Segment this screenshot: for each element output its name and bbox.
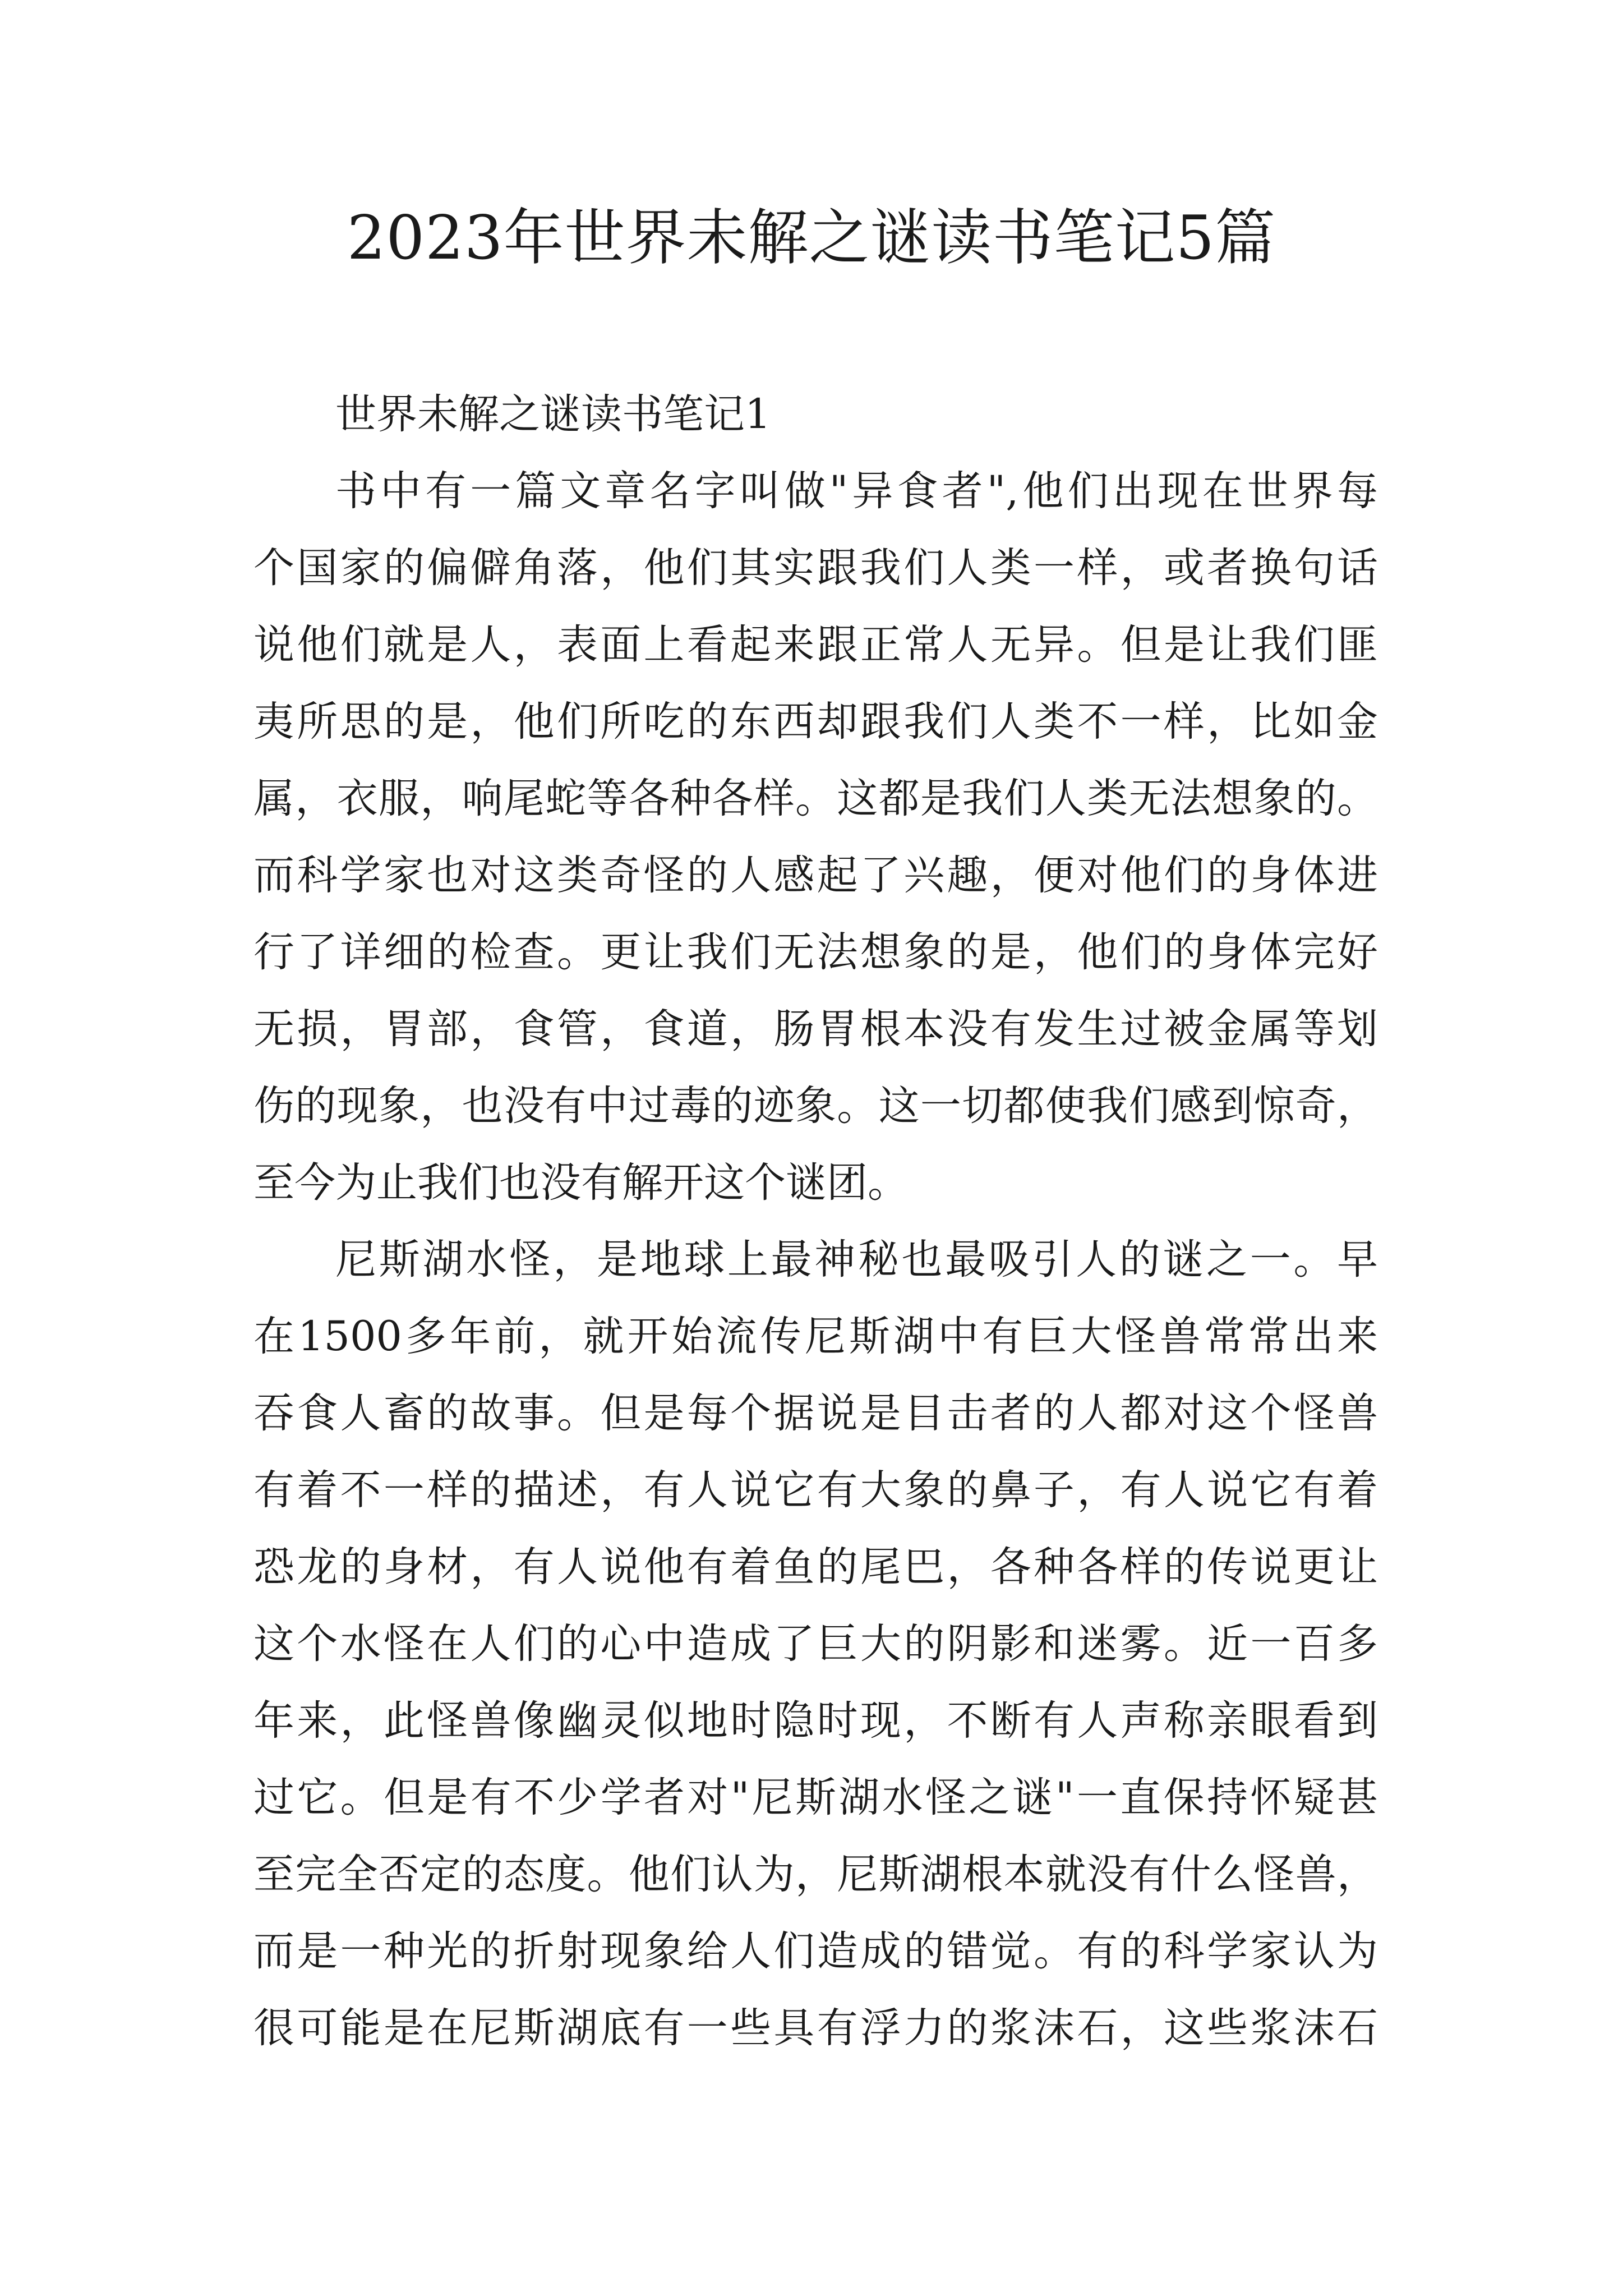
paragraph-line: 在1500多年前，就开始流传尼斯湖中有巨大怪兽常常出来	[253, 1313, 1378, 1360]
paragraph-line: 无损，胃部，食管，食道，肠胃根本没有发生过被金属等划	[253, 1005, 1378, 1053]
paragraph-line: 行了详细的检查。更让我们无法想象的是，他们的身体完好	[253, 928, 1378, 976]
paragraph-line: 而科学家也对这类奇怪的人感起了兴趣，便对他们的身体进	[253, 852, 1378, 899]
paragraph-line: 尼斯湖水怪，是地球上最神秘也最吸引人的谜之一。早	[335, 1236, 1378, 1283]
paragraph-line: 很可能是在尼斯湖底有一些具有浮力的浆沫石，这些浆沫石	[253, 2004, 1378, 2052]
paragraph-line: 有着不一样的描述，有人说它有大象的鼻子，有人说它有着	[253, 1466, 1378, 1514]
document-title: 2023年世界未解之谜读书笔记5篇	[347, 203, 1276, 273]
paragraph-line: 恐龙的身材，有人说他有着鱼的尾巴，各种各样的传说更让	[253, 1543, 1378, 1591]
paragraph-line: 夷所思的是，他们所吃的东西却跟我们人类不一样，比如金	[253, 698, 1378, 746]
paragraph-line: 至完全否定的态度。他们认为，尼斯湖根本就没有什么怪兽，	[253, 1851, 1378, 1898]
paragraph-2	[253, 1221, 1378, 2067]
paragraph-line: 说他们就是人，表面上看起来跟正常人无异。但是让我们匪	[253, 621, 1378, 669]
document-body	[253, 376, 1378, 2067]
paragraph-line: 书中有一篇文章名字叫做"异食者",他们出现在世界每	[335, 467, 1378, 515]
paragraph-line: 吞食人畜的故事。但是每个据说是目击者的人都对这个怪兽	[253, 1389, 1378, 1437]
paragraph-line: 年来，此怪兽像幽灵似地时隐时现，不断有人声称亲眼看到	[253, 1697, 1378, 1745]
paragraph-line: 而是一种光的折射现象给人们造成的错觉。有的科学家认为	[253, 1927, 1378, 1975]
paragraph-line: 属，衣服，响尾蛇等各种各样。这都是我们人类无法想象的。	[253, 775, 1378, 822]
paragraph-line: 这个水怪在人们的心中造成了巨大的阴影和迷雾。近一百多	[253, 1620, 1378, 1668]
paragraph-line: 伤的现象，也没有中过毒的迹象。这一切都使我们感到惊奇，	[253, 1082, 1378, 1130]
paragraph-1	[253, 453, 1378, 1221]
paragraph-line: 过它。但是有不少学者对"尼斯湖水怪之谜"一直保持怀疑甚	[253, 1774, 1378, 1821]
paragraph-line: 至今为止我们也没有解开这个谜团。	[253, 1159, 909, 1207]
paragraph-line: 个国家的偏僻角落，他们其实跟我们人类一样，或者换句话	[253, 544, 1378, 592]
section-heading: 世界未解之谜读书笔记1	[335, 390, 771, 438]
